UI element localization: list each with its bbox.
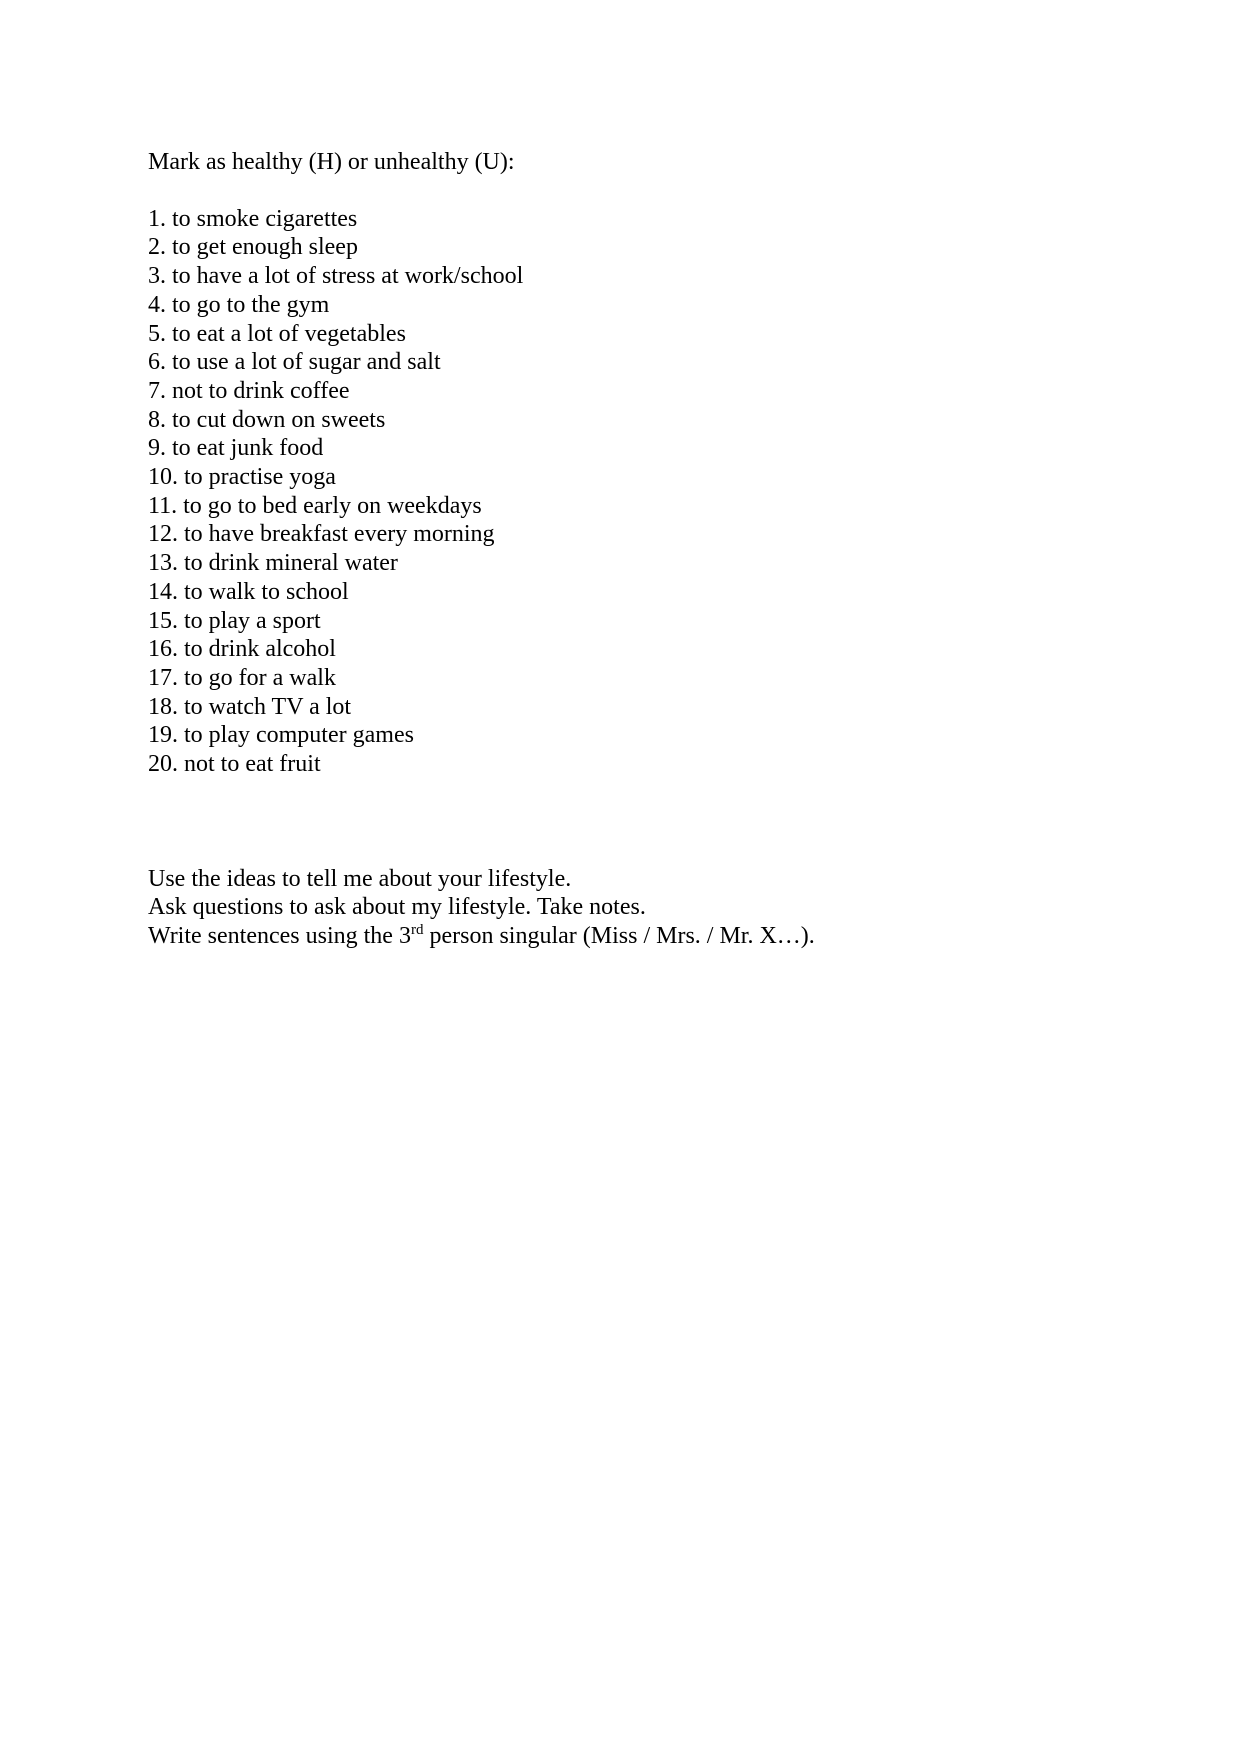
list-item: 17. to go for a walk <box>148 664 336 691</box>
list-item: 4. to go to the gym <box>148 291 330 318</box>
list-item: 14. to walk to school <box>148 578 349 605</box>
ordinal-superscript: rd <box>410 922 424 939</box>
instruction-line <box>148 922 1148 951</box>
list-item: 2. to get enough sleep <box>148 234 358 261</box>
instruction-text: person singular (Miss / Mrs. / Mr. X…). <box>423 923 815 950</box>
list-item: 18. to watch TV a lot <box>148 693 352 720</box>
list-item: 19. to play computer games <box>148 722 414 749</box>
worksheet-heading: Mark as healthy (H) or unhealthy (U): <box>148 149 515 175</box>
worksheet-content <box>148 148 1148 951</box>
list-item: 9. to eat junk food <box>148 435 324 462</box>
instruction-line: Use the ideas to tell me about your lifestyle. <box>148 865 572 892</box>
list-item: 5. to eat a lot of vegetables <box>148 320 406 347</box>
list-item: 13. to drink mineral water <box>148 550 398 577</box>
list-item: 1. to smoke cigarettes <box>148 205 358 232</box>
instructions-block <box>148 865 1148 951</box>
list-item: 11. to go to bed early on weekdays <box>148 492 482 519</box>
list-item: 7. not to drink coffee <box>148 377 350 404</box>
list-item: 16. to drink alcohol <box>148 636 336 663</box>
instruction-line: Ask questions to ask about my lifestyle. Take notes. <box>148 894 646 921</box>
list-item: 12. to have breakfast every morning <box>148 521 495 548</box>
section-gap <box>148 779 1148 865</box>
list-item: 3. to have a lot of stress at work/school <box>148 263 524 290</box>
list-item: 15. to play a sport <box>148 607 321 634</box>
instruction-text: Write sentences using the 3 <box>148 923 411 950</box>
list-item: 10. to practise yoga <box>148 464 336 491</box>
activity-list <box>148 205 1148 779</box>
list-item: 8. to cut down on sweets <box>148 406 386 433</box>
list-item: 6. to use a lot of sugar and salt <box>148 349 441 376</box>
list-item: 20. not to eat fruit <box>148 751 321 778</box>
